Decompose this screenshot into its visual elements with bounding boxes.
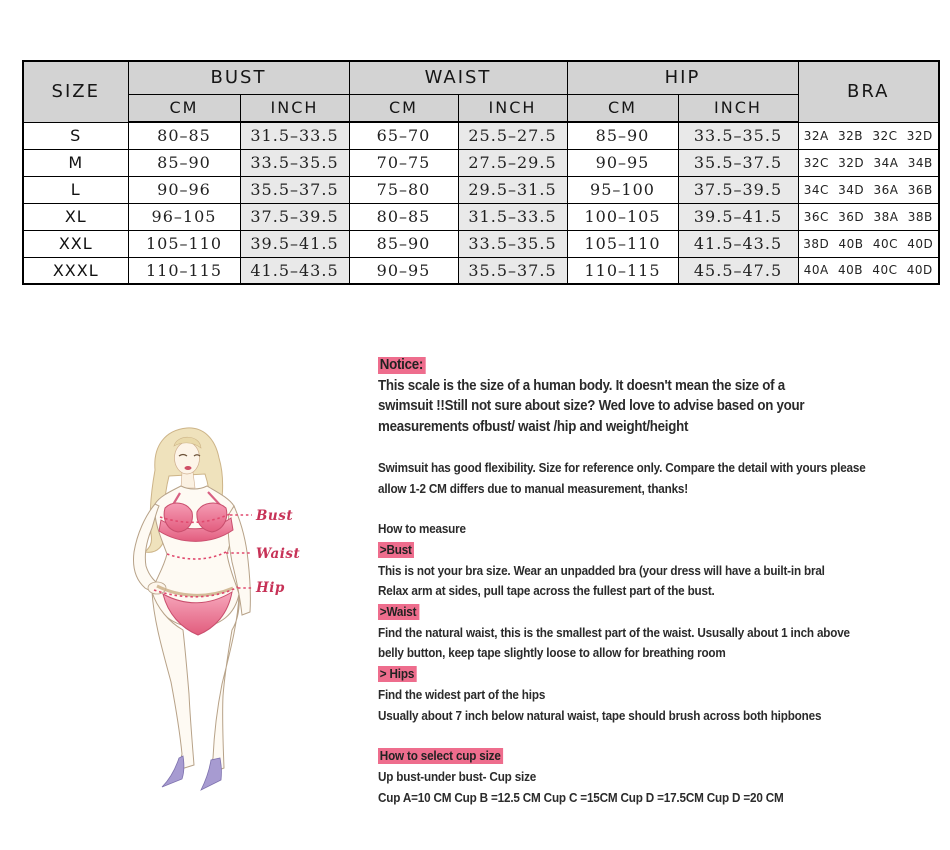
cell-waist-cm: 65–70 [349,122,458,149]
cell-bust-inch: 41.5–43.5 [240,257,349,284]
header-waist-inch: INCH [458,94,567,122]
cell-waist-cm: 90–95 [349,257,458,284]
notice-line: This scale is the size of a human body. It doesn't mean the size of a [378,377,785,394]
neck [181,472,195,488]
cell-size: S [23,122,128,149]
cell-waist-inch: 25.5–27.5 [458,122,567,149]
header-bust-inch: INCH [240,94,349,122]
cell-bust-cm: 110–115 [128,257,240,284]
cup-size-line: Cup A=10 CM Cup B =12.5 CM Cup C =15CM Cup D =17.5CM Cup D =20 CM [378,789,784,805]
flexibility-line: Swimsuit has good flexibility. Size for reference only. Compare the detail with yours please [378,459,866,475]
hips-instruction-line: Usually about 7 inch below natural waist, tape should brush across both hipbones [378,707,822,723]
cell-waist-inch: 29.5–31.5 [458,176,567,203]
table-row [23,230,939,257]
lips [185,466,192,470]
how-to-measure-heading: How to measure [378,521,466,537]
cell-size: XXL [23,230,128,257]
cell-bra: 38D 40B 40C 40D [798,230,939,257]
cell-bust-inch: 35.5–37.5 [240,176,349,203]
flexibility-line: allow 1-2 CM differs due to manual measurement, thanks! [378,480,688,496]
header-hip-inch: INCH [678,94,798,122]
table-row [23,176,939,203]
cell-hip-inch: 45.5–47.5 [678,257,798,284]
table-row [23,257,939,284]
cell-waist-cm: 85–90 [349,230,458,257]
cell-waist-cm: 75–80 [349,176,458,203]
waist-instruction-line: belly button, keep tape slightly loose to allow for breathing room [378,645,726,661]
waist-label: Waist [256,546,301,562]
cup-size-heading: How to select cup size [378,748,503,764]
notice-heading: Notice: [378,357,426,374]
notice-section [378,355,936,808]
hips-section-heading: > Hips [378,666,417,682]
hips-instruction-line: Find the widest part of the hips [378,686,546,702]
cell-hip-inch: 41.5–43.5 [678,230,798,257]
cell-size: L [23,176,128,203]
cell-size: XXXL [23,257,128,284]
cell-hip-inch: 39.5–41.5 [678,203,798,230]
measurement-figure [105,418,405,828]
notice-line: measurements ofbust/ waist /hip and weight/height [378,419,689,436]
cell-size: XL [23,203,128,230]
bust-instruction-line: Relax arm at sides, pull tape across the fullest part of the bust. [378,583,715,599]
cell-bust-inch: 31.5–33.5 [240,122,349,149]
cell-hip-cm: 85–90 [567,122,678,149]
cell-waist-cm: 70–75 [349,149,458,176]
cell-bust-cm: 80–85 [128,122,240,149]
cell-bra: 32A 32B 32C 32D [798,122,939,149]
header-hip: HIP [567,61,798,94]
cell-bust-cm: 90–96 [128,176,240,203]
cell-hip-inch: 37.5–39.5 [678,176,798,203]
header-hip-cm: CM [567,94,678,122]
cell-hip-inch: 35.5–37.5 [678,149,798,176]
cell-waist-cm: 80–85 [349,203,458,230]
header-bust-cm: CM [128,94,240,122]
cell-waist-inch: 31.5–33.5 [458,203,567,230]
cell-waist-inch: 33.5–35.5 [458,230,567,257]
size-chart-table [22,60,940,285]
table-row [23,122,939,149]
header-bra: BRA [798,61,939,122]
cell-bust-inch: 37.5–39.5 [240,203,349,230]
cell-hip-inch: 33.5–35.5 [678,122,798,149]
waist-instruction-line: Find the natural waist, this is the smallest part of the waist. Ususally about 1 inch above [378,624,850,640]
cell-size: M [23,149,128,176]
woman-sketch-illustration [105,418,405,828]
cell-hip-cm: 105–110 [567,230,678,257]
cup-size-line: Up bust-under bust- Cup size [378,768,537,784]
table-row [23,149,939,176]
header-waist-cm: CM [349,94,458,122]
cell-hip-cm: 110–115 [567,257,678,284]
cell-bra: 32C 32D 34A 34B [798,149,939,176]
cell-bra: 34C 34D 36A 36B [798,176,939,203]
cell-bust-inch: 39.5–41.5 [240,230,349,257]
shoe-left [162,756,184,787]
notice-line: swimsuit !!Still not sure about size? Wed love to advise based on your [378,398,805,415]
cell-bra: 36C 36D 38A 38B [798,203,939,230]
cell-hip-cm: 90–95 [567,149,678,176]
cell-waist-inch: 35.5–37.5 [458,257,567,284]
cell-bust-inch: 33.5–35.5 [240,149,349,176]
header-waist: WAIST [349,61,567,94]
cell-bust-cm: 85–90 [128,149,240,176]
cell-hip-cm: 100–105 [567,203,678,230]
cell-bra: 40A 40B 40C 40D [798,257,939,284]
bust-label: Bust [256,508,294,524]
cell-waist-inch: 27.5–29.5 [458,149,567,176]
bust-section-heading: >Bust [378,542,414,558]
cell-bust-cm: 96–105 [128,203,240,230]
header-bust: BUST [128,61,349,94]
shoe-right [201,758,221,790]
bust-instruction-line: This is not your bra size. Wear an unpadded bra (your dress will have a built-in bral [378,562,825,578]
cell-hip-cm: 95–100 [567,176,678,203]
header-size: SIZE [23,61,128,122]
waist-section-heading: >Waist [378,604,419,620]
hip-label: Hip [256,580,285,596]
table-row [23,203,939,230]
cell-bust-cm: 105–110 [128,230,240,257]
